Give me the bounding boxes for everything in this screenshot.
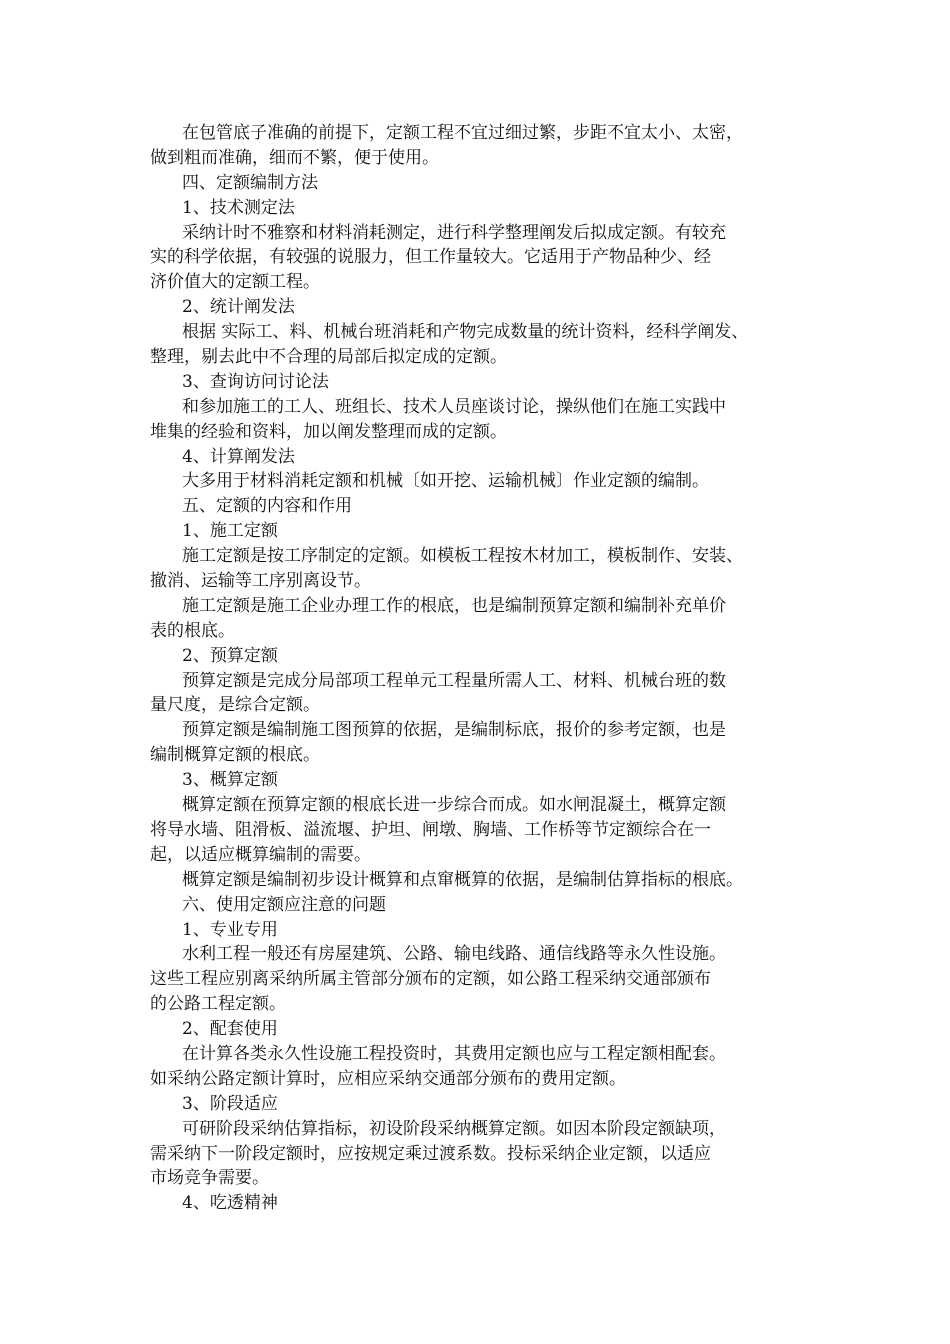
text-line: 济价值大的定额工程。 <box>150 272 320 293</box>
text-line: 将导水墙、阻滑板、溢流堰、护坦、闸墩、胸墙、工作桥等节定额综合在一 <box>150 819 711 840</box>
text-line: 4、计算阐发法 <box>182 446 295 467</box>
text-line: 3、阶段适应 <box>182 1093 278 1114</box>
text-line: 市场竞争需要。 <box>150 1168 269 1189</box>
text-line: 3、查询访问讨论法 <box>182 371 329 392</box>
document-body <box>150 121 810 1216</box>
text-line: 2、预算定额 <box>182 645 278 666</box>
text-line: 施工定额是施工企业办理工作的根底，也是编制预算定额和编制补充单价 <box>182 595 726 616</box>
text-line: 1、技术测定法 <box>182 197 295 218</box>
text-line: 量尺度，是综合定额。 <box>150 695 320 716</box>
text-line: 1、专业专用 <box>182 919 278 940</box>
text-line: 四、定额编制方法 <box>182 172 318 193</box>
text-line: 整理，剔去此中不合理的局部后拟定成的定额。 <box>150 347 507 368</box>
text-line: 在包管底子准确的前提下，定额工程不宜过细过繁，步距不宜太小、太密， <box>182 123 743 143</box>
text-line: 堆集的经验和资料，加以阐发整理而成的定额。 <box>150 421 507 442</box>
text-line: 做到粗而准确，细而不繁，便于使用。 <box>150 147 439 168</box>
text-line: 概算定额是编制初步设计概算和点窜概算的依据，是编制估算指标的根底。 <box>182 869 743 890</box>
text-line: 3、概算定额 <box>182 770 278 791</box>
text-line: 撤消、运输等工序别离设节。 <box>150 571 371 592</box>
text-line: 1、施工定额 <box>182 521 278 542</box>
text-line: 2、配套使用 <box>182 1019 278 1040</box>
text-line: 五、定额的内容和作用 <box>182 496 352 517</box>
text-line: 如采纳公路定额计算时，应相应采纳交通部分颁布的费用定额。 <box>150 1068 626 1089</box>
text-line: 预算定额是完成分局部项工程单元工程量所需人工、材料、机械台班的数 <box>182 670 726 691</box>
text-line: 的公路工程定额。 <box>150 994 286 1015</box>
text-line: 水利工程一般还有房屋建筑、公路、输电线路、通信线路等永久性设施。 <box>182 944 726 965</box>
text-line: 和参加施工的工人、班组长、技术人员座谈讨论，操纵他们在施工实践中 <box>182 396 726 417</box>
text-line: 实的科学依据，有较强的说服力，但工作量较大。它适用于产物品种少、经 <box>150 247 711 268</box>
text-line: 根据 实际工、料、机械台班消耗和产物完成数量的统计资料，经科学阐发、 <box>182 322 749 343</box>
text-line: 大多用于材料消耗定额和机械〔如开挖、运输机械〕作业定额的编制。 <box>182 471 709 492</box>
text-line: 这些工程应别离采纳所属主管部分颁布的定额，如公路工程采纳交通部颁布 <box>150 969 711 990</box>
text-line: 编制概算定额的根底。 <box>150 745 320 766</box>
text-line: 需采纳下一阶段定额时，应按规定乘过渡系数。投标采纳企业定额，以适应 <box>150 1143 711 1164</box>
text-line: 表的根底。 <box>150 620 235 641</box>
text-line: 采纳计时不雅察和材料消耗测定，进行科学整理阐发后拟成定额。有较充 <box>182 222 726 243</box>
text-line: 预算定额是编制施工图预算的依据，是编制标底，报价的参考定额，也是 <box>182 720 726 741</box>
text-line: 六、使用定额应注意的问题 <box>182 894 386 915</box>
text-line: 在计算各类永久性设施工程投资时，其费用定额也应与工程定额相配套。 <box>182 1043 726 1064</box>
text-line: 起，以适应概算编制的需要。 <box>150 844 371 865</box>
text-line: 可研阶段采纳估算指标，初设阶段采纳概算定额。如因本阶段定额缺项， <box>182 1118 726 1139</box>
text-line: 4、吃透精神 <box>182 1193 278 1214</box>
text-line: 2、统计阐发法 <box>182 297 295 318</box>
text-line: 施工定额是按工序制定的定额。如模板工程按木材加工，模板制作、安装、 <box>182 546 743 567</box>
text-line: 概算定额在预算定额的根底长进一步综合而成。如水闸混凝土，概算定额 <box>182 795 726 816</box>
